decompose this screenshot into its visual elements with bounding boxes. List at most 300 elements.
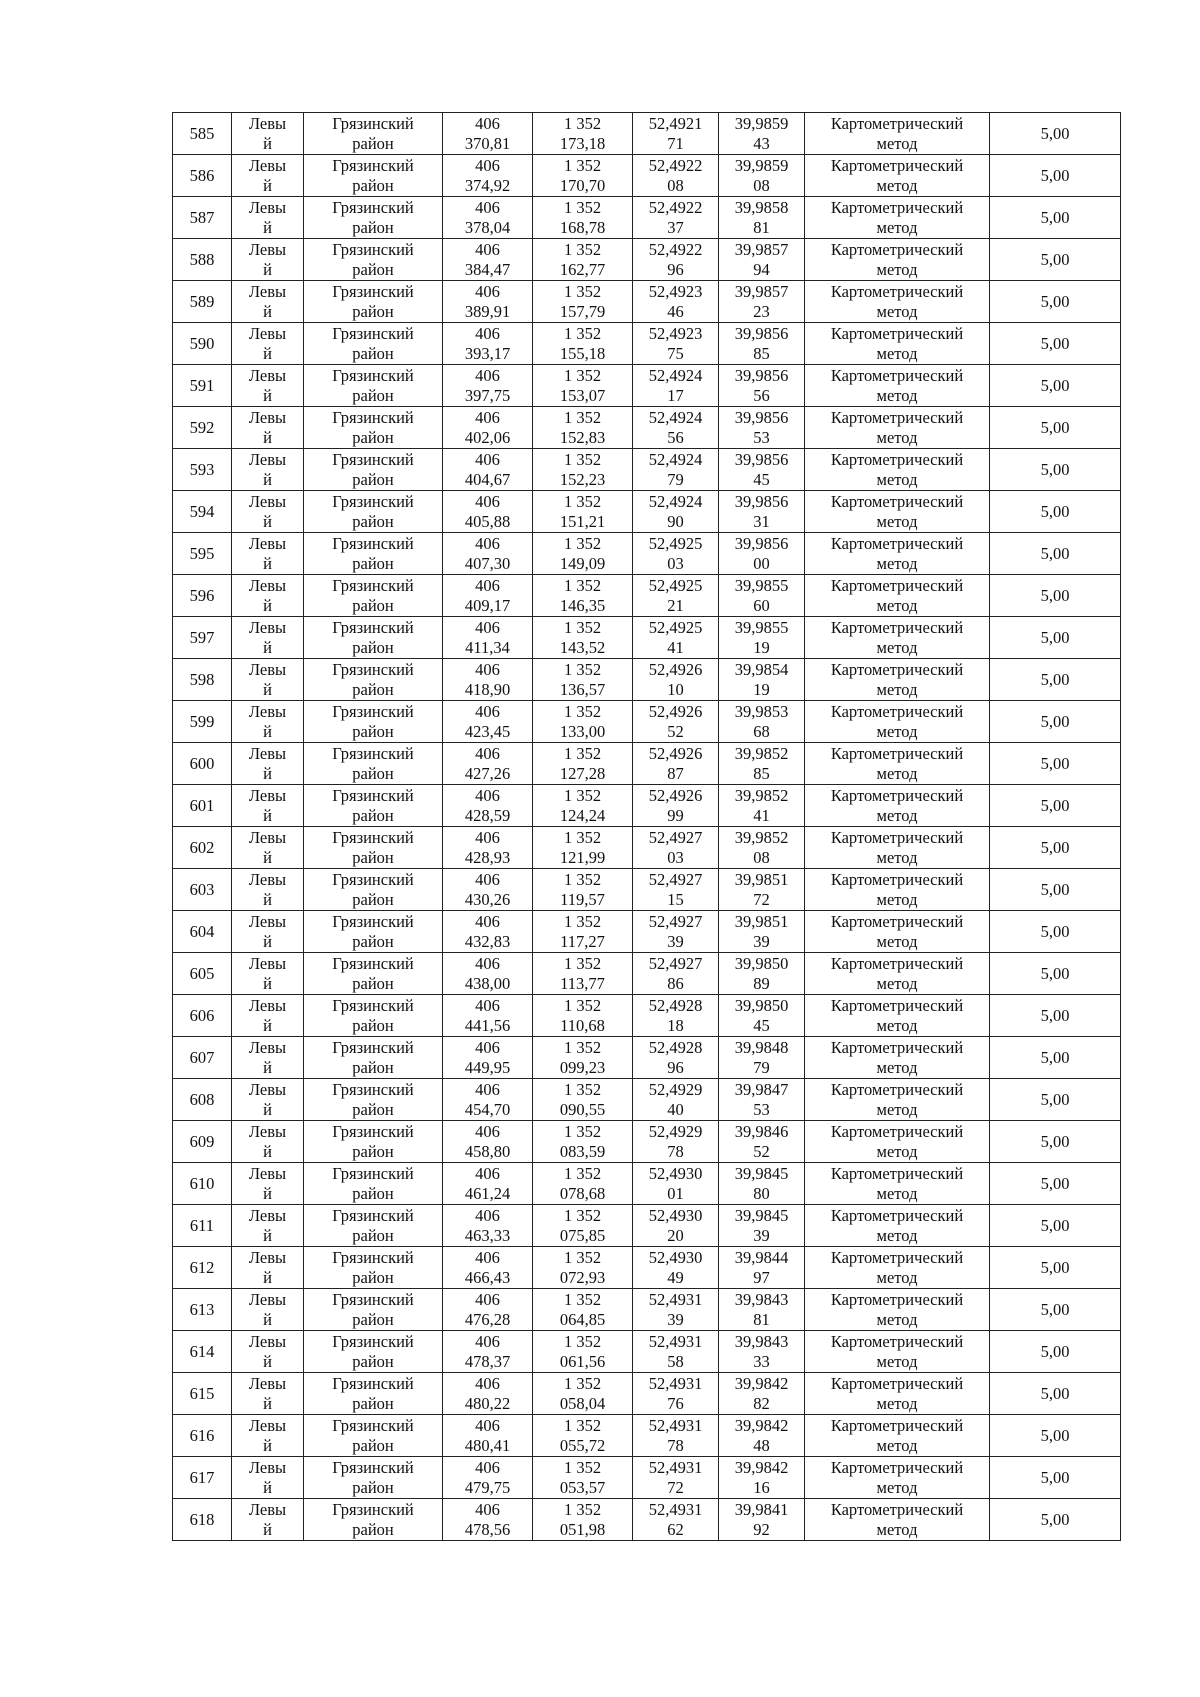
cell-text: Левы <box>248 1079 287 1099</box>
accuracy-cell <box>990 1079 1121 1121</box>
x-coordinate-cell <box>443 659 533 701</box>
longitude-cell <box>719 995 805 1037</box>
bank-side-cell <box>232 1289 304 1331</box>
longitude-cell <box>719 407 805 449</box>
cell-text: 52,4930 <box>648 1205 703 1225</box>
cell-text: Картометрический <box>830 449 964 469</box>
cell-text: Картометрический <box>830 1373 964 1393</box>
cell-text: 52,4929 <box>648 1121 703 1141</box>
cell-text: 596 <box>189 585 215 605</box>
cell-text: й <box>263 1099 272 1119</box>
bank-side-cell <box>232 1079 304 1121</box>
longitude-cell <box>719 1499 805 1541</box>
cell-text: Картометрический <box>830 659 964 679</box>
point-number-cell <box>173 1037 232 1079</box>
cell-text: 1 352 <box>563 1289 602 1309</box>
cell-text: Левы <box>248 533 287 553</box>
bank-side-cell <box>232 155 304 197</box>
point-number-cell <box>173 1373 232 1415</box>
x-coordinate-cell <box>443 1415 533 1457</box>
cell-text: 52,4927 <box>648 869 703 889</box>
latitude-cell <box>633 1457 719 1499</box>
cell-text: 5,00 <box>1040 165 1070 185</box>
cell-text: й <box>263 133 272 153</box>
bank-side-cell <box>232 491 304 533</box>
cell-text: 00 <box>753 553 770 573</box>
point-number-cell <box>173 701 232 743</box>
cell-text: 92 <box>753 1519 770 1539</box>
cell-text: 441,56 <box>464 1015 511 1035</box>
method-cell <box>805 1331 990 1373</box>
cell-text: 1 352 <box>563 491 602 511</box>
cell-text: Грязинский <box>332 869 414 889</box>
longitude-cell <box>719 491 805 533</box>
cell-text: 406 <box>475 449 500 469</box>
cell-text: 1 352 <box>563 323 602 343</box>
y-coordinate-cell <box>533 155 633 197</box>
longitude-cell <box>719 323 805 365</box>
cell-text: 03 <box>667 847 684 867</box>
cell-text: 82 <box>753 1393 770 1413</box>
cell-text: 49 <box>667 1267 684 1287</box>
cell-text: й <box>263 1183 272 1203</box>
cell-text: Картометрический <box>830 491 964 511</box>
cell-text: 5,00 <box>1040 1089 1070 1109</box>
district-cell <box>304 1247 443 1289</box>
cell-text: 146,35 <box>559 595 606 615</box>
cell-text: Грязинский <box>332 785 414 805</box>
cell-text: й <box>263 721 272 741</box>
cell-text: 39,9856 <box>734 533 789 553</box>
method-cell <box>805 197 990 239</box>
cell-text: 598 <box>189 669 215 689</box>
cell-text: 480,41 <box>464 1435 511 1455</box>
y-coordinate-cell <box>533 1121 633 1163</box>
cell-text: 39,9845 <box>734 1163 789 1183</box>
cell-text: й <box>263 511 272 531</box>
boundary-points-table <box>172 112 1121 1541</box>
longitude-cell <box>719 1415 805 1457</box>
cell-text: 152,23 <box>559 469 606 489</box>
cell-text: Картометрический <box>830 1247 964 1267</box>
latitude-cell <box>633 617 719 659</box>
latitude-cell <box>633 197 719 239</box>
cell-text: 99 <box>667 805 684 825</box>
bank-side-cell <box>232 785 304 827</box>
cell-text: Картометрический <box>830 197 964 217</box>
point-number-cell <box>173 911 232 953</box>
cell-text: 406 <box>475 1037 500 1057</box>
cell-text: 1 352 <box>563 617 602 637</box>
cell-text: 1 352 <box>563 1373 602 1393</box>
cell-text: район <box>352 1015 394 1035</box>
district-cell <box>304 869 443 911</box>
cell-text: 136,57 <box>559 679 606 699</box>
x-coordinate-cell <box>443 911 533 953</box>
cell-text: 617 <box>189 1467 215 1487</box>
cell-text: район <box>352 1477 394 1497</box>
table-row <box>173 1499 1121 1541</box>
cell-text: й <box>263 343 272 363</box>
y-coordinate-cell <box>533 491 633 533</box>
cell-text: 607 <box>189 1047 215 1067</box>
accuracy-cell <box>990 1037 1121 1079</box>
cell-text: Грязинский <box>332 1457 414 1477</box>
cell-text: 52,4927 <box>648 827 703 847</box>
accuracy-cell <box>990 1415 1121 1457</box>
y-coordinate-cell <box>533 1205 633 1247</box>
cell-text: 1 352 <box>563 701 602 721</box>
longitude-cell <box>719 533 805 575</box>
cell-text: 21 <box>667 595 684 615</box>
cell-text: 80 <box>753 1183 770 1203</box>
cell-text: 152,83 <box>559 427 606 447</box>
bank-side-cell <box>232 1457 304 1499</box>
cell-text: й <box>263 301 272 321</box>
cell-text: 432,83 <box>464 931 511 951</box>
cell-text: метод <box>876 511 918 531</box>
cell-text: 170,70 <box>559 175 606 195</box>
point-number-cell <box>173 1163 232 1205</box>
table-row <box>173 617 1121 659</box>
cell-text: Левы <box>248 449 287 469</box>
bank-side-cell <box>232 1331 304 1373</box>
cell-text: метод <box>876 1141 918 1161</box>
cell-text: й <box>263 847 272 867</box>
accuracy-cell <box>990 365 1121 407</box>
cell-text: 611 <box>189 1215 215 1235</box>
cell-text: метод <box>876 427 918 447</box>
district-cell <box>304 323 443 365</box>
accuracy-cell <box>990 113 1121 155</box>
cell-text: Картометрический <box>830 1415 964 1435</box>
cell-text: 15 <box>667 889 684 909</box>
cell-text: Левы <box>248 1289 287 1309</box>
cell-text: 52,4931 <box>648 1415 703 1435</box>
cell-text: 616 <box>189 1425 215 1445</box>
cell-text: метод <box>876 217 918 237</box>
table-row <box>173 575 1121 617</box>
longitude-cell <box>719 1121 805 1163</box>
cell-text: й <box>263 805 272 825</box>
point-number-cell <box>173 659 232 701</box>
x-coordinate-cell <box>443 1079 533 1121</box>
cell-text: 406 <box>475 1457 500 1477</box>
cell-text: 589 <box>189 291 215 311</box>
cell-text: Грязинский <box>332 533 414 553</box>
cell-text: 96 <box>667 259 684 279</box>
x-coordinate-cell <box>443 1247 533 1289</box>
district-cell <box>304 1373 443 1415</box>
latitude-cell <box>633 1163 719 1205</box>
bank-side-cell <box>232 995 304 1037</box>
cell-text: й <box>263 931 272 951</box>
cell-text: 618 <box>189 1509 215 1529</box>
y-coordinate-cell <box>533 869 633 911</box>
x-coordinate-cell <box>443 1499 533 1541</box>
cell-text: 5,00 <box>1040 459 1070 479</box>
cell-text: 1 352 <box>563 155 602 175</box>
cell-text: 52,4928 <box>648 995 703 1015</box>
x-coordinate-cell <box>443 1373 533 1415</box>
cell-text: 39,9859 <box>734 155 789 175</box>
latitude-cell <box>633 491 719 533</box>
cell-text: й <box>263 175 272 195</box>
cell-text: метод <box>876 1015 918 1035</box>
cell-text: район <box>352 217 394 237</box>
y-coordinate-cell <box>533 113 633 155</box>
cell-text: 133,00 <box>559 721 606 741</box>
district-cell <box>304 491 443 533</box>
cell-text: метод <box>876 763 918 783</box>
y-coordinate-cell <box>533 701 633 743</box>
cell-text: Левы <box>248 743 287 763</box>
cell-text: Картометрический <box>830 407 964 427</box>
cell-text: 5,00 <box>1040 1173 1070 1193</box>
cell-text: Картометрический <box>830 1121 964 1141</box>
cell-text: 406 <box>475 953 500 973</box>
district-cell <box>304 617 443 659</box>
cell-text: 124,24 <box>559 805 606 825</box>
cell-text: 5,00 <box>1040 795 1070 815</box>
cell-text: 52,4931 <box>648 1457 703 1477</box>
cell-text: 39,9851 <box>734 869 789 889</box>
y-coordinate-cell <box>533 1037 633 1079</box>
table-row <box>173 785 1121 827</box>
table-row <box>173 1331 1121 1373</box>
cell-text: 5,00 <box>1040 1509 1070 1529</box>
cell-text: Картометрический <box>830 911 964 931</box>
cell-text: 40 <box>667 1099 684 1119</box>
cell-text: 52,4923 <box>648 323 703 343</box>
point-number-cell <box>173 113 232 155</box>
cell-text: 406 <box>475 869 500 889</box>
cell-text: Левы <box>248 365 287 385</box>
cell-text: 428,93 <box>464 847 511 867</box>
latitude-cell <box>633 953 719 995</box>
cell-text: 5,00 <box>1040 501 1070 521</box>
cell-text: 1 352 <box>563 197 602 217</box>
cell-text: 1 352 <box>563 953 602 973</box>
latitude-cell <box>633 365 719 407</box>
table-row <box>173 1205 1121 1247</box>
cell-text: 083,59 <box>559 1141 606 1161</box>
cell-text: 113,77 <box>560 973 605 993</box>
cell-text: Грязинский <box>332 575 414 595</box>
cell-text: 19 <box>753 679 770 699</box>
method-cell <box>805 365 990 407</box>
cell-text: й <box>263 1015 272 1035</box>
cell-text: Грязинский <box>332 1373 414 1393</box>
district-cell <box>304 743 443 785</box>
cell-text: 406 <box>475 323 500 343</box>
bank-side-cell <box>232 365 304 407</box>
district-cell <box>304 953 443 995</box>
cell-text: 590 <box>189 333 215 353</box>
y-coordinate-cell <box>533 953 633 995</box>
cell-text: 610 <box>189 1173 215 1193</box>
cell-text: 090,55 <box>559 1099 606 1119</box>
cell-text: 45 <box>753 469 770 489</box>
cell-text: 39,9850 <box>734 953 789 973</box>
cell-text: Грязинский <box>332 911 414 931</box>
bank-side-cell <box>232 701 304 743</box>
cell-text: 1 352 <box>563 785 602 805</box>
cell-text: й <box>263 679 272 699</box>
cell-text: Картометрический <box>830 827 964 847</box>
longitude-cell <box>719 1163 805 1205</box>
x-coordinate-cell <box>443 1121 533 1163</box>
longitude-cell <box>719 449 805 491</box>
x-coordinate-cell <box>443 869 533 911</box>
x-coordinate-cell <box>443 491 533 533</box>
district-cell <box>304 1121 443 1163</box>
cell-text: Картометрический <box>830 1331 964 1351</box>
cell-text: метод <box>876 889 918 909</box>
cell-text: метод <box>876 175 918 195</box>
longitude-cell <box>719 785 805 827</box>
cell-text: 406 <box>475 995 500 1015</box>
longitude-cell <box>719 365 805 407</box>
table-row <box>173 323 1121 365</box>
cell-text: 03 <box>667 553 684 573</box>
cell-text: Грязинский <box>332 617 414 637</box>
x-coordinate-cell <box>443 1205 533 1247</box>
longitude-cell <box>719 155 805 197</box>
longitude-cell <box>719 953 805 995</box>
cell-text: метод <box>876 1225 918 1245</box>
cell-text: метод <box>876 805 918 825</box>
cell-text: 52,4925 <box>648 533 703 553</box>
cell-text: Левы <box>248 197 287 217</box>
cell-text: 1 352 <box>563 281 602 301</box>
table-row <box>173 1373 1121 1415</box>
cell-text: район <box>352 1519 394 1539</box>
cell-text: й <box>263 1225 272 1245</box>
table-row <box>173 1415 1121 1457</box>
cell-text: Грязинский <box>332 1247 414 1267</box>
cell-text: Грязинский <box>332 743 414 763</box>
cell-text: Грязинский <box>332 1205 414 1225</box>
cell-text: 5,00 <box>1040 543 1070 563</box>
cell-text: 89 <box>753 973 770 993</box>
cell-text: 407,30 <box>464 553 511 573</box>
accuracy-cell <box>990 701 1121 743</box>
latitude-cell <box>633 1121 719 1163</box>
table-row <box>173 1121 1121 1163</box>
method-cell <box>805 1415 990 1457</box>
cell-text: 604 <box>189 921 215 941</box>
cell-text: 39,9856 <box>734 365 789 385</box>
accuracy-cell <box>990 449 1121 491</box>
cell-text: Картометрический <box>830 785 964 805</box>
cell-text: 16 <box>753 1477 770 1497</box>
cell-text: 602 <box>189 837 215 857</box>
cell-text: район <box>352 889 394 909</box>
method-cell <box>805 1373 990 1415</box>
cell-text: 39,9854 <box>734 659 789 679</box>
x-coordinate-cell <box>443 449 533 491</box>
cell-text: Картометрический <box>830 239 964 259</box>
accuracy-cell <box>990 1121 1121 1163</box>
longitude-cell <box>719 197 805 239</box>
cell-text: Грязинский <box>332 1121 414 1141</box>
latitude-cell <box>633 449 719 491</box>
longitude-cell <box>719 239 805 281</box>
table-row <box>173 911 1121 953</box>
accuracy-cell <box>990 533 1121 575</box>
cell-text: Картометрический <box>830 995 964 1015</box>
cell-text: 153,07 <box>559 385 606 405</box>
cell-text: 612 <box>189 1257 215 1277</box>
cell-text: 1 352 <box>563 1079 602 1099</box>
district-cell <box>304 365 443 407</box>
cell-text: й <box>263 1351 272 1371</box>
method-cell <box>805 1121 990 1163</box>
table-row <box>173 827 1121 869</box>
cell-text: метод <box>876 553 918 573</box>
cell-text: Левы <box>248 1373 287 1393</box>
cell-text: 476,28 <box>464 1309 511 1329</box>
point-number-cell <box>173 743 232 785</box>
cell-text: 76 <box>667 1393 684 1413</box>
x-coordinate-cell <box>443 743 533 785</box>
accuracy-cell <box>990 491 1121 533</box>
bank-side-cell <box>232 281 304 323</box>
cell-text: 5,00 <box>1040 963 1070 983</box>
table-row <box>173 197 1121 239</box>
cell-text: 5,00 <box>1040 837 1070 857</box>
method-cell <box>805 1205 990 1247</box>
cell-text: 1 352 <box>563 449 602 469</box>
table-row <box>173 701 1121 743</box>
bank-side-cell <box>232 1247 304 1289</box>
cell-text: 595 <box>189 543 215 563</box>
district-cell <box>304 575 443 617</box>
cell-text: Левы <box>248 407 287 427</box>
latitude-cell <box>633 785 719 827</box>
point-number-cell <box>173 1121 232 1163</box>
x-coordinate-cell <box>443 533 533 575</box>
cell-text: 466,43 <box>464 1267 511 1287</box>
district-cell <box>304 1163 443 1205</box>
cell-text: 406 <box>475 197 500 217</box>
cell-text: 39,9842 <box>734 1373 789 1393</box>
bank-side-cell <box>232 1037 304 1079</box>
cell-text: район <box>352 175 394 195</box>
cell-text: Левы <box>248 113 287 133</box>
cell-text: 058,04 <box>559 1393 606 1413</box>
point-number-cell <box>173 995 232 1037</box>
cell-text: 162,77 <box>559 259 606 279</box>
accuracy-cell <box>990 281 1121 323</box>
cell-text: метод <box>876 1057 918 1077</box>
y-coordinate-cell <box>533 1457 633 1499</box>
cell-text: Левы <box>248 575 287 595</box>
method-cell <box>805 827 990 869</box>
method-cell <box>805 1079 990 1121</box>
cell-text: й <box>263 637 272 657</box>
cell-text: район <box>352 1183 394 1203</box>
district-cell <box>304 155 443 197</box>
cell-text: 404,67 <box>464 469 511 489</box>
cell-text: 96 <box>667 1057 684 1077</box>
bank-side-cell <box>232 533 304 575</box>
cell-text: 56 <box>667 427 684 447</box>
cell-text: й <box>263 1057 272 1077</box>
bank-side-cell <box>232 1163 304 1205</box>
cell-text: 1 352 <box>563 911 602 931</box>
